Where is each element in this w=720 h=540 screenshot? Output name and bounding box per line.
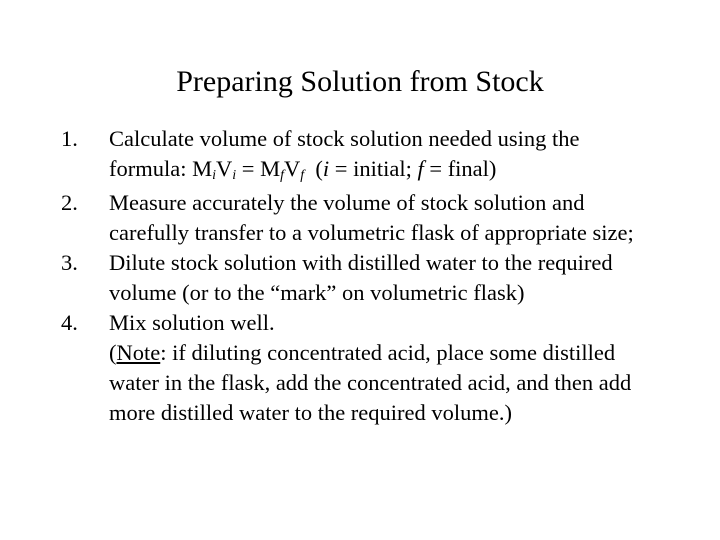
formula-m-initial: M <box>192 156 213 181</box>
step-text <box>109 126 580 181</box>
slide-title: Preparing Solution from Stock <box>176 65 544 98</box>
formula-legend-initial: = initial; <box>329 156 418 181</box>
formula-legend-f: f <box>417 156 424 181</box>
step-text: Dilute stock solution with distilled water to the required volume (or to the “mark” on volumetric flask) <box>109 250 613 305</box>
formula-subscript-f: f <box>280 168 285 183</box>
list-item-step-3 <box>0 248 659 308</box>
list-item-step-2 <box>0 188 659 248</box>
formula-m-final: M <box>260 156 281 181</box>
formula-v-final: V <box>284 156 301 181</box>
list-item-step-1 <box>0 124 659 188</box>
formula-v-initial: V <box>216 156 233 181</box>
steps-list <box>0 124 720 428</box>
note-open-paren: ( <box>109 340 117 365</box>
step-number: 4. <box>61 310 78 335</box>
formula-subscript-i: i <box>232 168 237 183</box>
formula-subscript-i: i <box>212 168 217 183</box>
note-label: Note <box>116 340 161 365</box>
formula-legend-i: i <box>322 156 330 181</box>
formula-subscript-f: f <box>300 168 305 183</box>
step-text: Mix solution well. <box>109 310 275 335</box>
formula-equals: = <box>236 156 261 181</box>
step-number: 3. <box>61 250 78 275</box>
note-text: : if diluting concentrated acid, place some distilled water in the flask, add the concentrated acid, and then add more distilled water to the required volume.) <box>109 340 632 425</box>
step-1-lead-text: Calculate volume of stock solution needed using the formula: <box>109 126 580 181</box>
step-number: 2. <box>61 190 78 215</box>
note-paragraph <box>0 338 659 428</box>
step-text: Measure accurately the volume of stock solution and carefully transfer to a volumetric flask of appropriate size; <box>109 190 634 245</box>
list-item-step-4 <box>0 308 659 338</box>
step-number: 1. <box>61 126 78 151</box>
formula-legend-open: ( <box>304 156 323 181</box>
formula-legend-final: = final) <box>423 156 497 181</box>
